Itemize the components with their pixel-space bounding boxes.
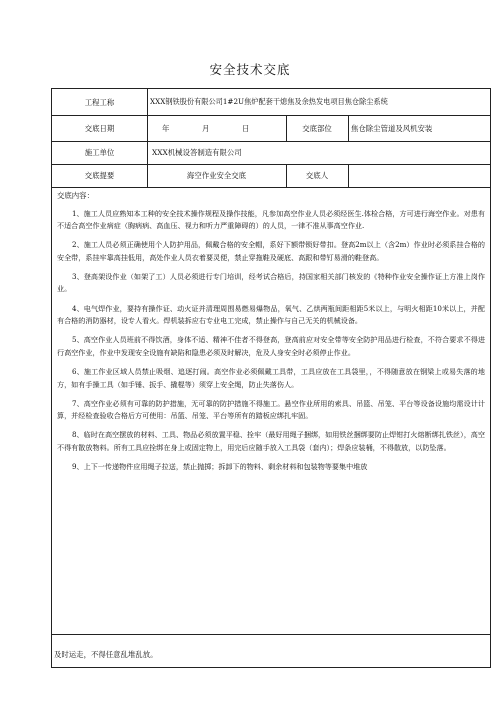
receiver-value bbox=[351, 164, 488, 187]
unit-label: 施工单位 bbox=[84, 148, 115, 157]
date-year: 年 bbox=[162, 123, 170, 133]
project-name-value: XXX钢铁股份有限公司1#2U焦炉配套干熄焦及余热发电项目焦仓除尘系统 bbox=[150, 97, 388, 106]
receiver-label: 交底人 bbox=[305, 171, 329, 180]
disclosure-part-value: 焦仓除尘管道及风机安装 bbox=[351, 123, 433, 133]
paragraph-5: 5、高空作业人员班前不得饮酒，身体不适、精神不佳者不得登高，登高前应对安全带等安全防护用品进行检查，不符合要求不得进行高空作业，作业中发现安全设施有缺陷和隐患必须及时解决，危及人身安全时必须停止作业。 bbox=[57, 335, 485, 357]
paragraph-4: 4、电气焊作业，要持有操作证、动火证并清理周围易燃易爆物品，氧气、乙烘两瓶间距相距5米以上，与明火相距10米以上，并配有合格的消防器材，设专人看火。焊机装拆应右专业电工完成，禁止操作与自己无关的机械设备。 bbox=[57, 303, 485, 326]
project-name-row bbox=[52, 89, 490, 116]
disclosure-part-label: 交底部位 bbox=[302, 123, 332, 133]
date-month: 月 bbox=[202, 123, 210, 133]
disclosure-content bbox=[52, 187, 490, 635]
unit-value: XXX机械设答制造有限公司 bbox=[152, 148, 242, 157]
summary-value: 海空作业安全交底 bbox=[186, 171, 247, 180]
project-name-label: 工程工称 bbox=[84, 97, 115, 107]
date-row bbox=[52, 115, 490, 142]
paragraph-3: 3、登高架设作业（如架了工）人员必须进行专门培训，经考试合格后，持国家相关部门核发的《特种作业安全操作证上方准上岗作业。 bbox=[57, 271, 485, 294]
paragraph-6: 6、施工作业区域人员禁止吸烟、追逐打闹。高空作业必须佩戴工具带，工具应放在工具袋里，，不得随意放在钢梁上或易失落的地方，如有手操工具（如手锤、扳手、撬棍等）须穿上安全绳，防止失落伤人。 bbox=[57, 366, 485, 389]
document-title: 安全技术交底 bbox=[209, 62, 291, 77]
disclosure-table bbox=[51, 88, 491, 668]
summary-row bbox=[52, 164, 490, 188]
date-label: 交底日期 bbox=[84, 123, 115, 133]
paragraph-9: 9、上下一传递物件应用绳子拉送，禁止抛掷；拆卸下的物料、剩余材料和包装物等要集中堆放 bbox=[72, 462, 368, 471]
unit-row bbox=[52, 141, 490, 165]
paragraph-7: 7、高空作业必须有可靠的防护措施，无可靠的防护措施不得施工。悬空作业所用的索具、吊篮、吊笼、平台等设备设施均需设计计算，并经检查验收合格后方可使用：吊篮、吊笼、平台等所有的踏板应绑扎牢固。 bbox=[57, 398, 485, 421]
paragraph-8: 8、临时在高空摆放的材料、工具、物品必须放置平稳、拴牢（最好用绳子捆绑，如用铁丝捆绑要防止焊钳打火熔断绑扎铁丝），高空不得有散放物料。所有工具应拴绑在身上或固定物上，用完后应随手放入工具袋（套内）；焊条应装桶，不得散放，以防坠落。 bbox=[57, 430, 485, 452]
paragraph-1: 1、施工人员应熟知本工种的安全技术操作规程及操作技能，凡参加高空作业人员必须经医生.体检合格，方可进行海空作业。对患有不适合高空作业病症（胸病病、高血压、视力和听力严重障碍的）的人员，一律不准从事高空作业. bbox=[57, 208, 485, 231]
summary-label: 交底提要 bbox=[84, 171, 115, 180]
content-label: 交底内容： bbox=[57, 191, 94, 200]
footer-continuation-text: 及时运走，不得任意乱堆乱放。 bbox=[54, 650, 158, 659]
date-day: 日 bbox=[242, 123, 250, 133]
paragraph-2: 2、施工人员必须正确使用个人防护用品，佩戴合格的安全帽，系好下额带锁好带扣。登高2m以上（含2m）作业时必须系挂合格的安全带，系挂牢靠高挂低用，高处作业人员衣着要灵便，禁止穿拖鞋及硬底、高跟和带钉易滑的鞋登高。 bbox=[57, 240, 485, 262]
